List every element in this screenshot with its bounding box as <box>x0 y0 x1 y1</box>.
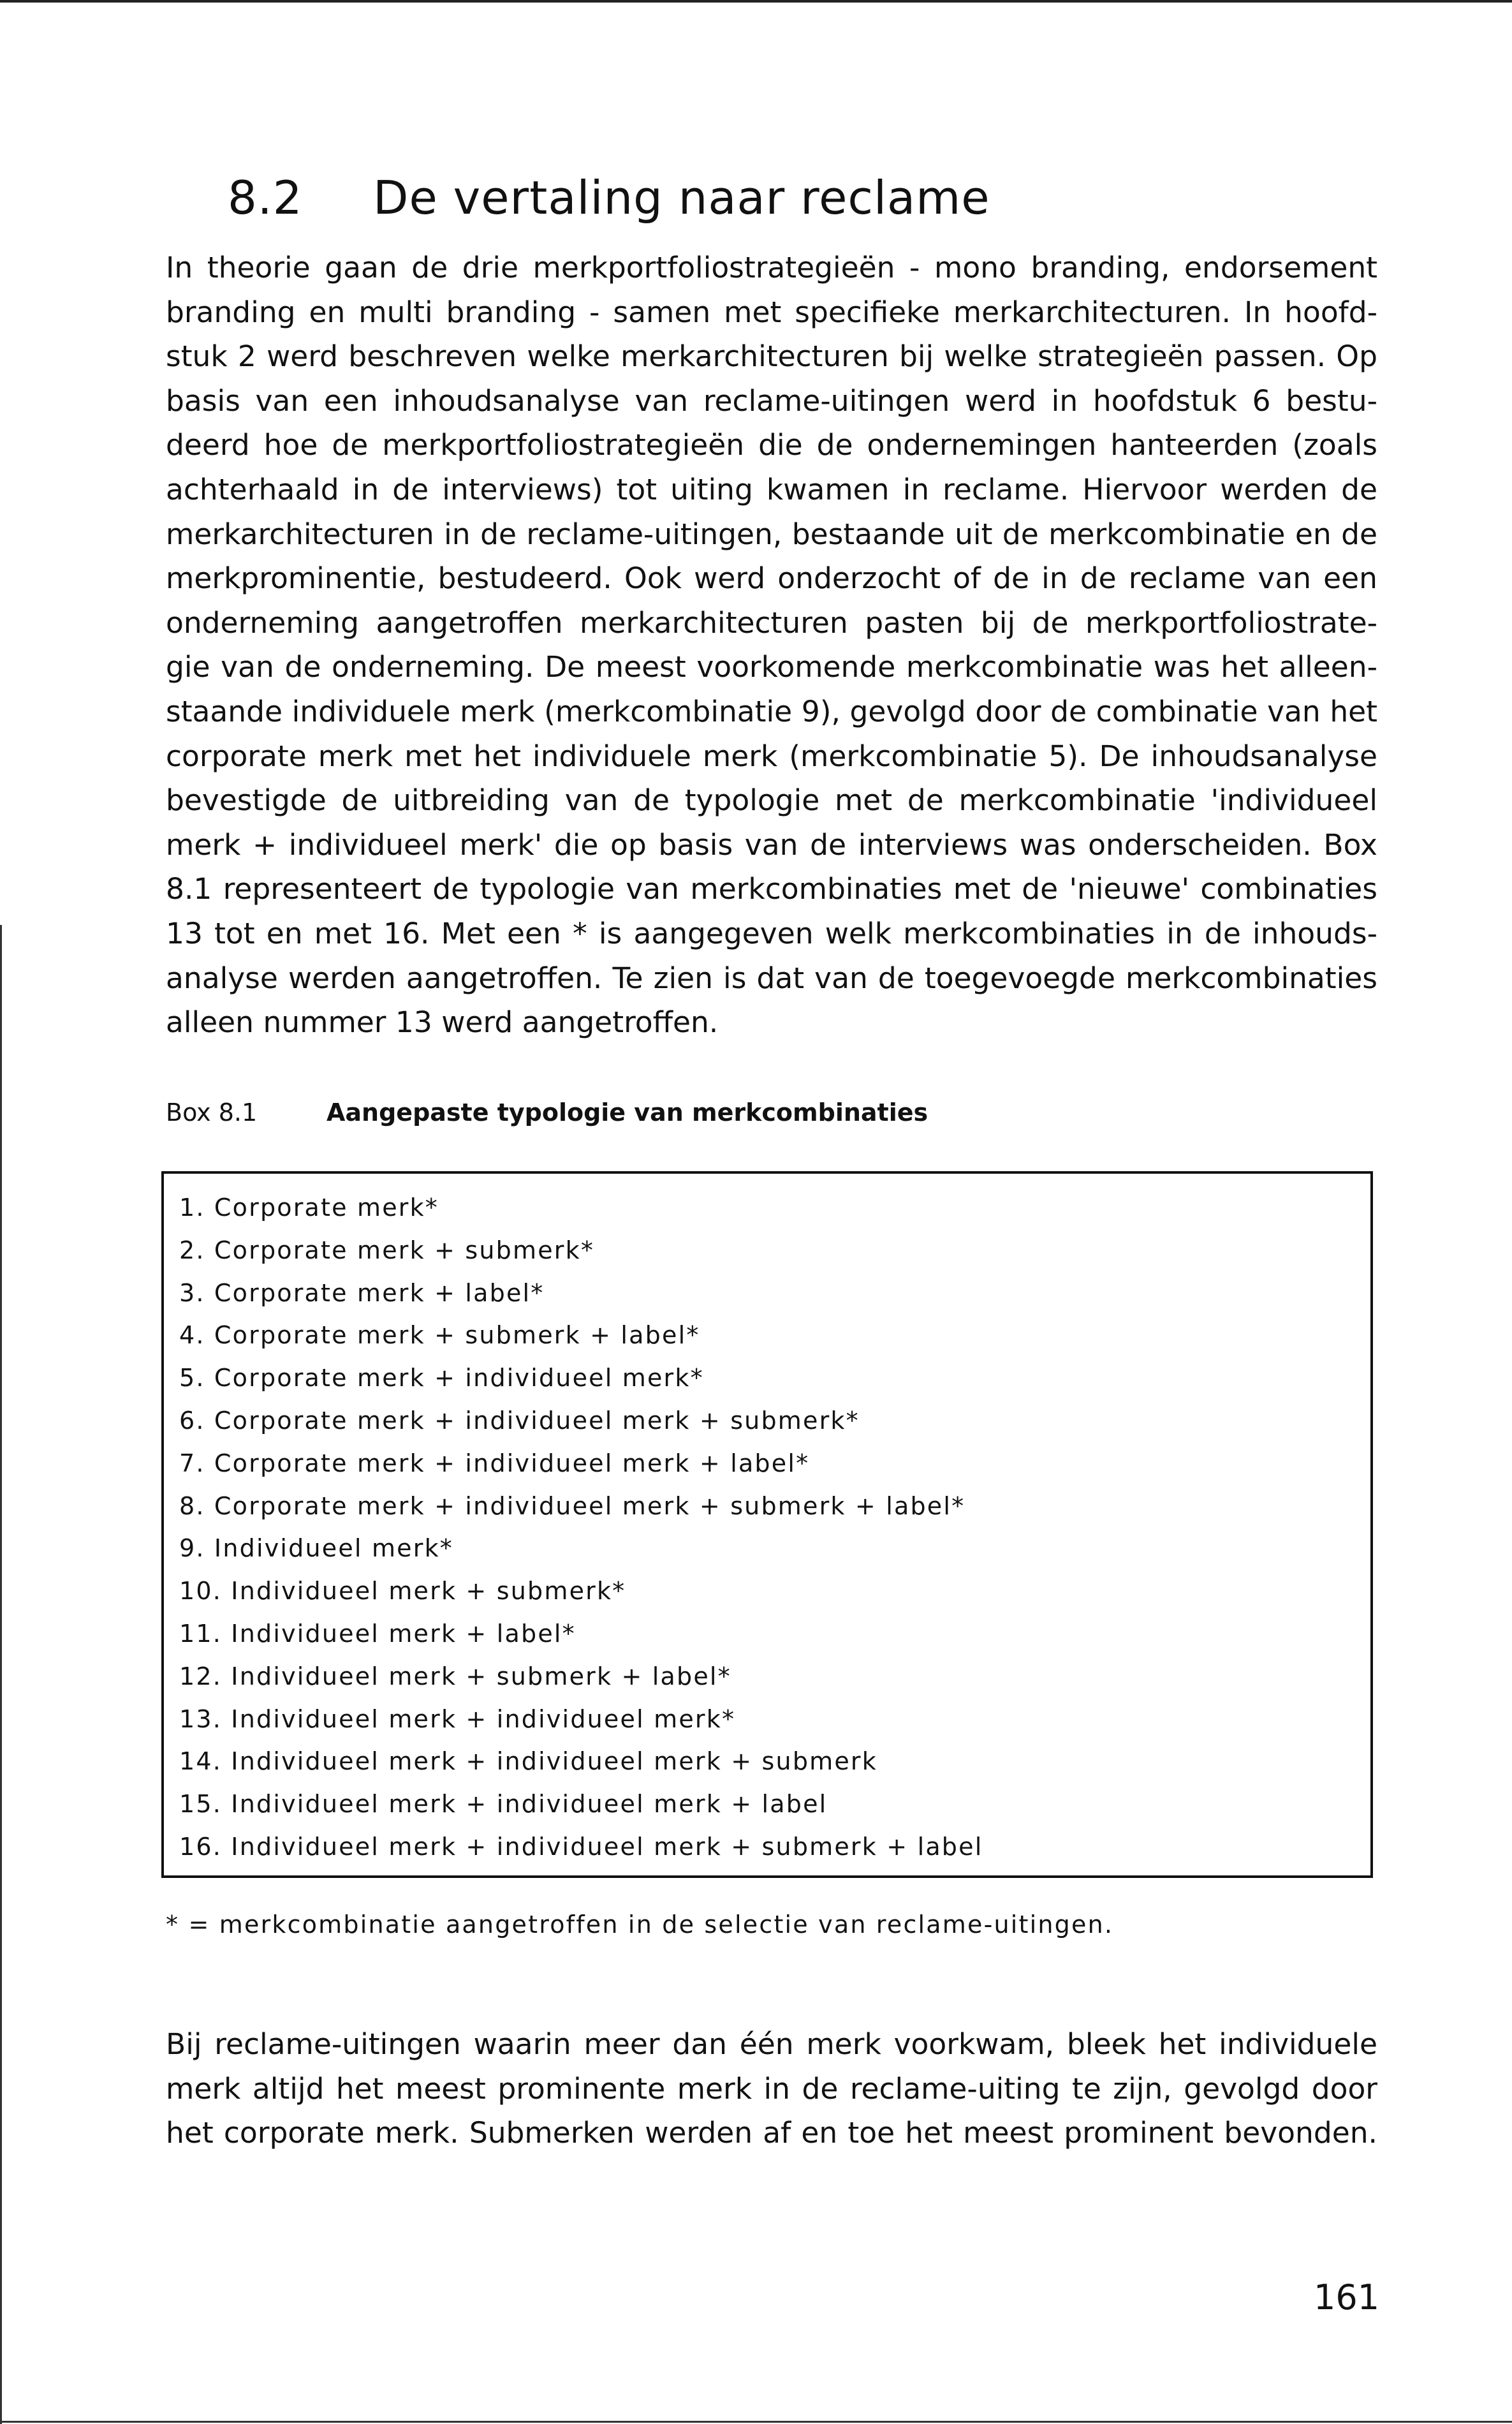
paragraph-line: gie van de onderneming. De meest voorkomende merkcombinatie was het alleen- <box>166 650 1377 684</box>
list-item: 9. Individueel merk* <box>179 1534 453 1563</box>
paragraph-line: corporate merk met het individuele merk (merkcombinatie 5). De inhoudsanalyse <box>166 739 1377 773</box>
section-number: 8.2 <box>228 171 303 225</box>
paragraph-line: merkprominentie, bestudeerd. Ook werd onderzocht of de in de reclame van een <box>166 561 1377 596</box>
box-caption <box>166 1098 928 1127</box>
list-item: 2. Corporate merk + submerk* <box>179 1236 595 1264</box>
list-item: 11. Individueel merk + label* <box>179 1619 576 1648</box>
list-item: 14. Individueel merk + individueel merk + submerk <box>179 1747 877 1776</box>
scan-border-top <box>0 0 1512 3</box>
page-number: 161 <box>1314 2277 1380 2317</box>
paragraph-line: In theorie gaan de drie merkportfoliostrategieën - mono branding, endorsement <box>166 251 1377 285</box>
list-item: 12. Individueel merk + submerk + label* <box>179 1662 731 1690</box>
list-item: 13. Individueel merk + individueel merk* <box>179 1704 736 1733</box>
section-heading <box>228 171 990 225</box>
scan-border-left <box>0 925 2 2424</box>
box-footnote: * = merkcombinatie aangetroffen in de selectie van reclame-uitingen. <box>166 1910 1114 1939</box>
paragraph-line: merkarchitecturen in de reclame-uitingen, bestaande uit de merkcombinatie en de <box>166 517 1377 551</box>
paragraph-line: deerd hoe de merkportfoliostrategieën die de ondernemingen hanteerden (zoals <box>166 428 1377 462</box>
list-item: 8. Corporate merk + individueel merk + submerk + label* <box>179 1491 965 1520</box>
list-item: 6. Corporate merk + individueel merk + submerk* <box>179 1406 860 1435</box>
paragraph-line: alleen nummer 13 werd aangetroffen. <box>166 1005 719 1040</box>
paragraph-line: merk altijd het meest prominente merk in de reclame-uiting te zijn, gevolgd door <box>166 2071 1377 2106</box>
list-item: 3. Corporate merk + label* <box>179 1278 545 1307</box>
typology-box <box>161 1171 1373 1878</box>
paragraph-line: analyse werden aangetroffen. Te zien is dat van de toegevoegde merkcombinaties <box>166 961 1377 995</box>
paragraph-line: 8.1 representeert de typologie van merkcombinaties met de 'nieuwe' combinaties <box>166 872 1377 906</box>
paragraph-line: het corporate merk. Submerken werden af en toe het meest prominent bevonden. <box>166 2116 1377 2150</box>
paragraph-line: branding en multi branding - samen met specifieke merkarchitecturen. In hoofd- <box>166 295 1377 329</box>
scan-border-bottom <box>0 2421 1512 2423</box>
list-item: 4. Corporate merk + submerk + label* <box>179 1321 700 1350</box>
list-item: 7. Corporate merk + individueel merk + label* <box>179 1449 810 1477</box>
paragraph-line: merk + individueel merk' die op basis van de interviews was onderscheiden. Box <box>166 827 1377 862</box>
paragraph-line: onderneming aangetroffen merkarchitecturen pasten bij de merkportfoliostrate- <box>166 605 1377 640</box>
paragraph-line: basis van een inhoudsanalyse van reclame-uitingen werd in hoofdstuk 6 bestu- <box>166 383 1377 418</box>
box-label: Box 8.1 <box>166 1098 258 1127</box>
box-title: Aangepaste typologie van merkcombinaties <box>327 1098 928 1127</box>
paragraph-line: 13 tot en met 16. Met een * is aangegeven welk merkcombinaties in de inhouds- <box>166 916 1377 950</box>
section-title: De vertaling naar reclame <box>373 171 990 225</box>
paragraph-line: bevestigde de uitbreiding van de typologie met de merkcombinatie 'individueel <box>166 783 1377 818</box>
paragraph-line: Bij reclame-uitingen waarin meer dan één merk voorkwam, bleek het individuele <box>166 2027 1377 2061</box>
paragraph-line: achterhaald in de interviews) tot uiting kwamen in reclame. Hiervoor werden de <box>166 472 1377 506</box>
body-paragraph-2 <box>166 2022 1377 2155</box>
list-item: 1. Corporate merk* <box>179 1194 439 1222</box>
paragraph-line: stuk 2 werd beschreven welke merkarchitecturen bij welke strategieën passen. Op <box>166 339 1377 374</box>
list-item: 5. Corporate merk + individueel merk* <box>179 1364 704 1393</box>
list-item: 10. Individueel merk + submerk* <box>179 1577 626 1606</box>
body-paragraph-1 <box>166 246 1377 1045</box>
list-item: 16. Individueel merk + individueel merk + submerk + label <box>179 1832 983 1861</box>
list-item: 15. Individueel merk + individueel merk + label <box>179 1790 828 1819</box>
typology-list <box>179 1186 983 1868</box>
paragraph-line: staande individuele merk (merkcombinatie 9), gevolgd door de combinatie van het <box>166 694 1377 728</box>
